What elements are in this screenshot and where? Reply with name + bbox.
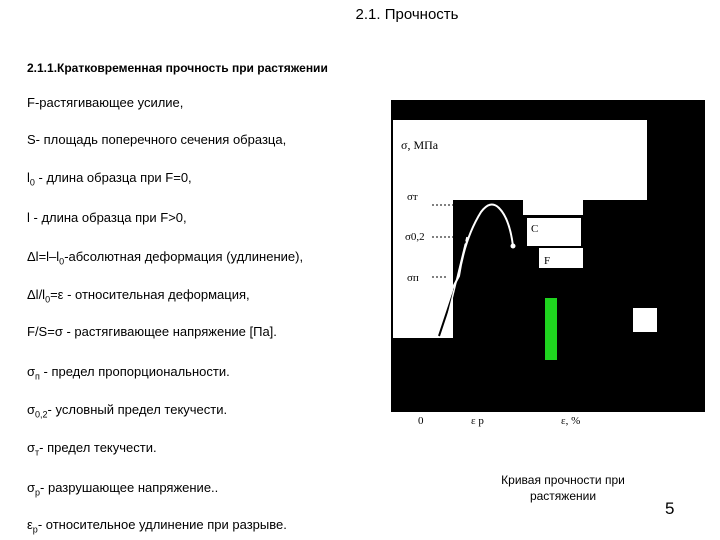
definition-proportional-limit: $\sigma_п$ - предел пропорциональности. <box>27 364 230 382</box>
point-d-label: D <box>515 247 523 259</box>
origin-label: 0 <box>418 415 424 427</box>
page-number: 5 <box>665 499 675 518</box>
x-axis-label-band <box>387 412 705 465</box>
figure-caption: Кривая прочности при растяжении <box>501 473 625 503</box>
definition-absolute-deformation: $\Delta l=l-l_0$-абсолютная деформация (удлинение), <box>27 249 304 267</box>
stress-strain-figure <box>387 100 705 465</box>
sigma-p-label: σп <box>407 272 419 284</box>
definition-stress: F/S=σ - растягивающее напряжение [Па]. <box>27 324 277 339</box>
point-c-label: C <box>531 223 539 235</box>
definition-area: S- площадь поперечного сечения образца, <box>27 132 287 147</box>
definition-initial-length: $l_0$ - длина образца при F=0, <box>27 170 192 188</box>
upper-label-panel <box>453 120 647 200</box>
sigma-t-label: σт <box>407 191 418 203</box>
x-axis-label: ε, % <box>561 415 581 427</box>
definition-elongation-at-break: $\varepsilon_р-$ относительное удлинение при разрыве. <box>27 517 287 535</box>
definition-yield-strength: $\sigma_т-$ предел текучести. <box>27 440 157 458</box>
green-bar <box>545 298 557 360</box>
peak-region-panel <box>523 200 583 215</box>
point-a-label: A <box>457 278 465 289</box>
definition-length: l - длина образца при F>0, <box>27 210 187 225</box>
definition-offset-yield: $\sigma_{0,2}-$ условный предел текучести. <box>27 402 228 420</box>
definition-ultimate-stress: $\sigma_р-$ разрушающее напряжение.. <box>27 480 219 498</box>
figure-left-edge <box>387 100 391 412</box>
sigma-02-label: σ0,2 <box>405 231 425 243</box>
definition-force: F-растягивающее усилие, <box>27 95 184 110</box>
small-white-square <box>633 308 657 332</box>
point-f-label: F <box>544 255 551 267</box>
slide-title: 2.1. Прочность <box>355 6 459 23</box>
section-subtitle: 2.1.1.Кратковременная прочность при растяжении <box>27 61 328 75</box>
eps-p-label: ε р <box>471 415 484 427</box>
point-b-label: B <box>459 235 467 247</box>
definition-relative-deformation: $\Delta l/l_0=\varepsilon$ - относительная деформация, <box>27 287 250 305</box>
y-axis-label: σ, МПа <box>401 138 439 152</box>
